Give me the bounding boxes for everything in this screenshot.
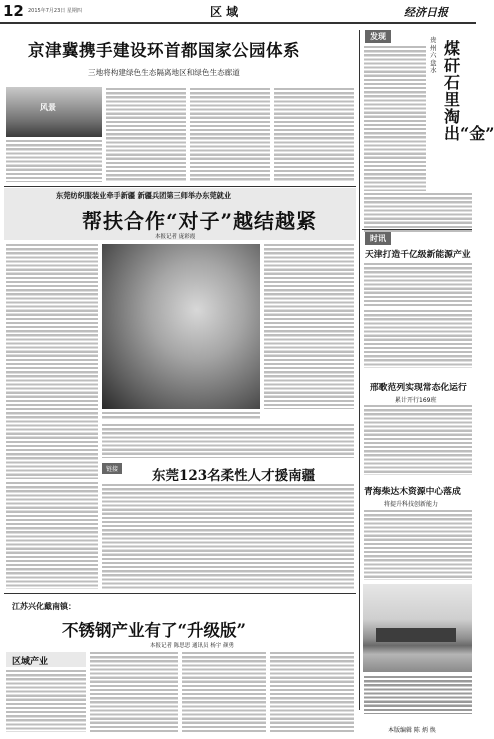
feature-body-mid: [102, 424, 354, 458]
discover-heading-big: 煤矸石里淘出“金”: [444, 39, 494, 143]
time-item-3-title: 青海柴达木资源中心落成: [364, 487, 461, 497]
talent-body: [102, 484, 354, 589]
time-item-2-title: 邢歌范列实现常态化运行: [370, 383, 467, 393]
bottom-body-col2: [90, 652, 178, 732]
talent-title: 东莞123名柔性人才援南疆: [152, 468, 316, 484]
railway-photo-caption: [364, 676, 472, 714]
time-item-1-body: [364, 263, 472, 308]
feature-body-left: [6, 244, 98, 479]
bottom-body-col3: [182, 652, 266, 732]
page-date: 2015年7月23日 星期四: [28, 8, 82, 14]
page-footer: 本版编辑 陈 炳 焕: [388, 727, 436, 734]
train-shape: [376, 628, 456, 642]
bottom-body-col1: [6, 670, 86, 732]
lead-story-subtitle: 三地将构建绿色生态隔离地区和绿色生态廊道: [88, 68, 240, 77]
bottom-story-byline: 本报记者 陈思思 通讯员 杨宇 颜勇: [150, 643, 234, 649]
discover-heading-small: 贵州六盘水: [430, 36, 437, 74]
lead-story-body-col3: [190, 88, 270, 182]
newspaper-logo: 经济日报: [404, 6, 448, 19]
time-item-3-sub: 将提升科技创新能力: [384, 501, 439, 508]
bottom-story-rule: [4, 593, 356, 594]
time-item-2-sub: 累计开行169班: [395, 397, 437, 404]
time-item-1-title: 天津打造千亿级新能源产业: [365, 250, 471, 260]
time-item-1-body-b: [364, 310, 472, 368]
time-item-2-body: [364, 405, 472, 475]
lead-story-body-col4: [274, 88, 354, 182]
header-rule: [0, 22, 476, 24]
time-item-3-body: [364, 510, 472, 580]
feature-top-rule: [4, 186, 356, 187]
feature-body-left-b: [6, 482, 98, 589]
column-label: 区域产业: [12, 657, 49, 667]
bottom-story-title: 不锈钢产业有了“升级版”: [62, 621, 246, 640]
discover-label: 发现: [365, 30, 391, 43]
bottom-story-kicker: 江苏兴化戴南镇：: [12, 602, 76, 611]
link-label: 链接: [102, 463, 122, 474]
lead-story-body-col1: [6, 140, 102, 182]
feature-byline: 本报记者 庞彩霞: [155, 234, 196, 240]
discover-body-b: [364, 193, 472, 233]
time-divider: [362, 229, 472, 230]
feature-photo-caption: [102, 412, 260, 420]
workshop-photo: [102, 244, 260, 409]
feature-body-right: [264, 244, 354, 409]
lead-story-body-col2: [106, 88, 186, 182]
time-label: 时讯: [365, 232, 391, 245]
feature-title: 帮扶合作“对子”越结越紧: [82, 209, 318, 233]
bottom-body-col4: [270, 652, 354, 732]
feature-kicker: 东莞纺织服装业牵手新疆 新疆兵团第三师举办东莞就业: [56, 191, 232, 200]
right-column-divider: [359, 30, 360, 710]
section-title: 区 域: [210, 5, 239, 19]
lead-story-title: 京津冀携手建设环首都国家公园体系: [28, 41, 300, 60]
page-number: 12: [3, 2, 24, 20]
discover-body-a: [364, 46, 426, 191]
photo-caption: 风景: [40, 103, 56, 112]
